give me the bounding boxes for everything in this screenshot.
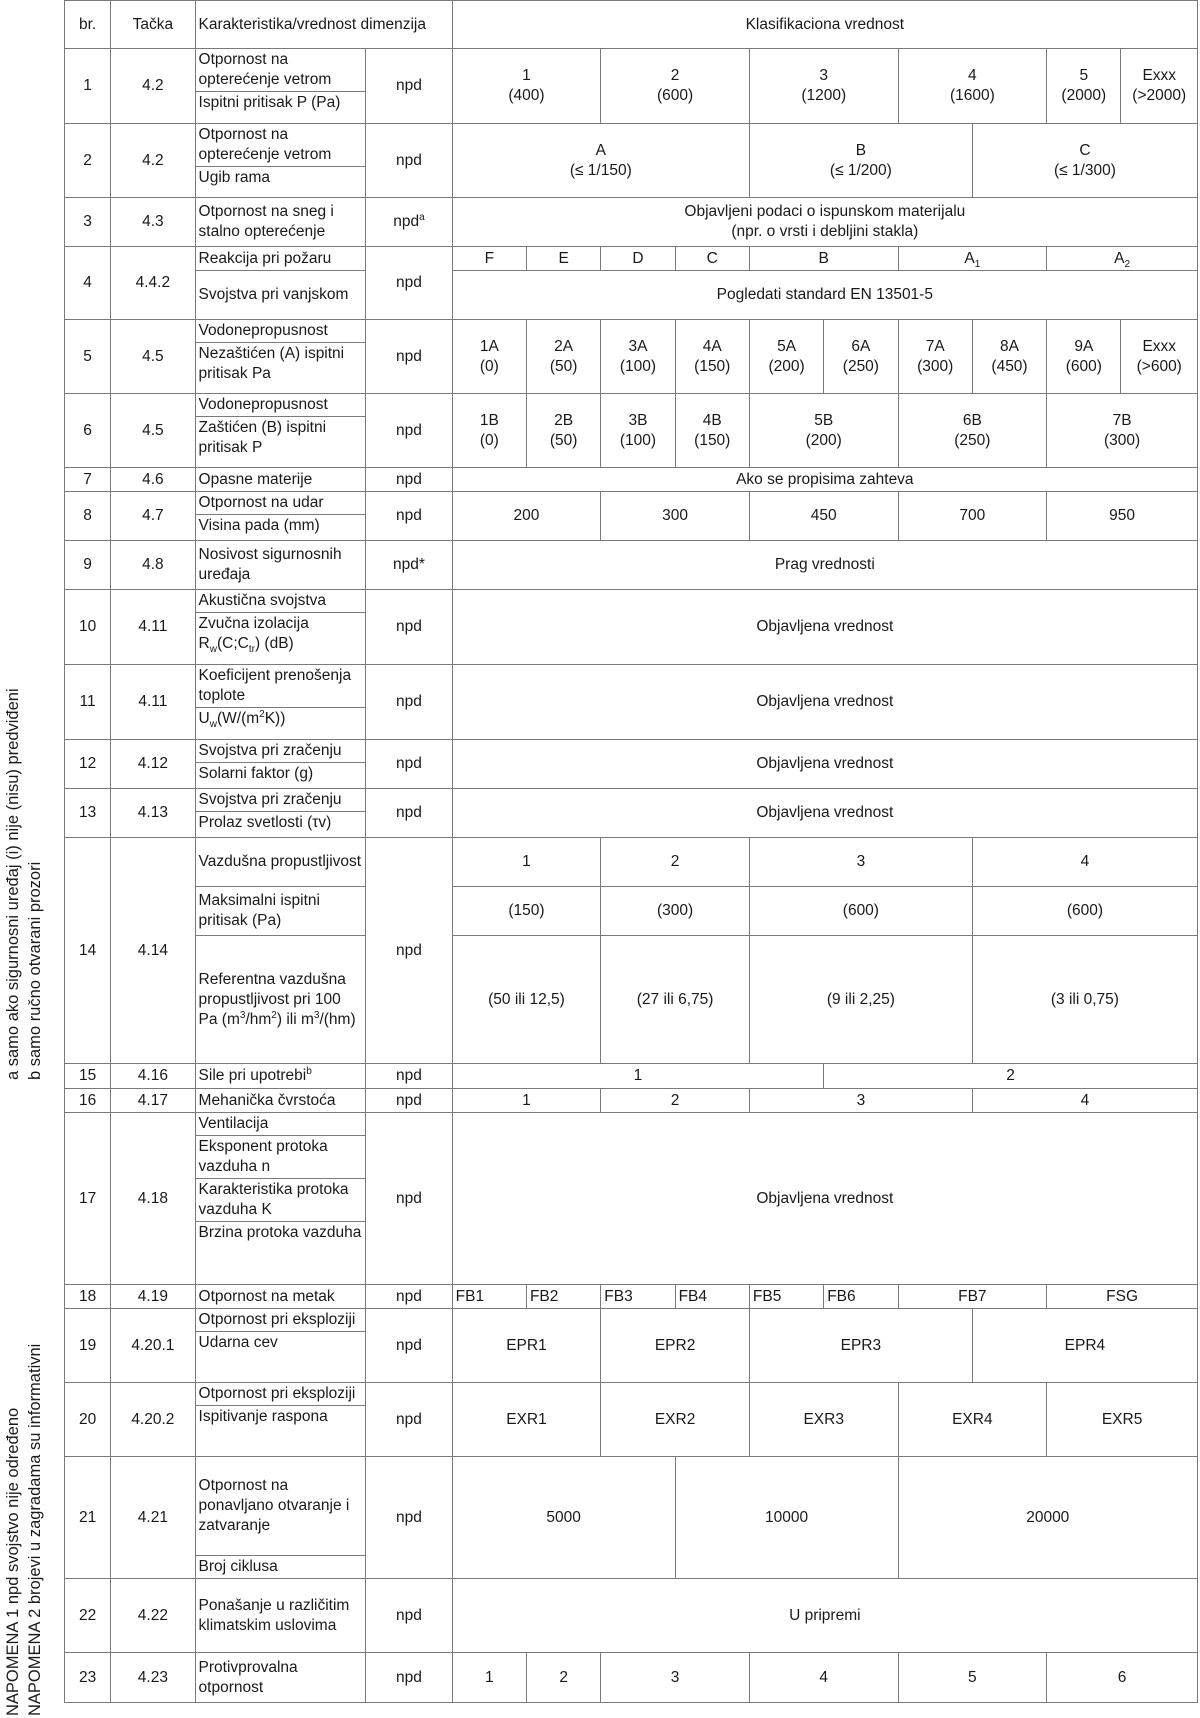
row-clause: 4.11 bbox=[111, 665, 195, 740]
class-cell: 4 bbox=[972, 1089, 1197, 1113]
row-number: 6 bbox=[65, 394, 111, 468]
class-cell: Exxx (>2000) bbox=[1121, 49, 1198, 124]
class-cell: 1 (400) bbox=[452, 49, 601, 124]
class-cell: (3 ili 0,75) bbox=[972, 936, 1197, 1064]
row-clause: 4.8 bbox=[111, 541, 195, 590]
class-cell: (150) bbox=[452, 887, 601, 936]
class-cell: (50 ili 12,5) bbox=[452, 936, 601, 1064]
row-number: 10 bbox=[65, 590, 111, 665]
header-karakteristika: Karakteristika/vrednost dimenzija bbox=[195, 1, 452, 49]
row-clause: 4.7 bbox=[111, 492, 195, 541]
header-row bbox=[65, 1, 1198, 49]
table-row bbox=[65, 541, 1198, 590]
row-npd: npd bbox=[366, 1579, 452, 1653]
class-cell: 4 bbox=[749, 1653, 898, 1703]
class-cell: FB6 bbox=[824, 1285, 898, 1309]
class-cell: (9 ili 2,25) bbox=[749, 936, 972, 1064]
class-cell: Objavljena vrednost bbox=[452, 740, 1197, 789]
row-clause: 4.21 bbox=[111, 1457, 195, 1579]
class-cell: C (≤ 1/300) bbox=[972, 124, 1197, 198]
row-characteristic: Otpornost na metak bbox=[195, 1285, 366, 1309]
class-cell: 5B (200) bbox=[749, 394, 898, 468]
class-cell: Exxx (>600) bbox=[1121, 320, 1198, 394]
class-cell: EPR2 bbox=[601, 1309, 750, 1383]
class-cell: Objavljena vrednost bbox=[452, 665, 1197, 740]
class-cell: EXR1 bbox=[452, 1383, 601, 1457]
side-notes bbox=[0, 0, 60, 1718]
class-cell: Prag vrednosti bbox=[452, 541, 1197, 590]
class-cell: 3 bbox=[749, 1089, 972, 1113]
classification-table bbox=[64, 0, 1198, 1703]
table-row bbox=[65, 492, 1198, 541]
class-cell: 4 (1600) bbox=[898, 49, 1047, 124]
class-cell: FB3 bbox=[601, 1285, 675, 1309]
row-number: 11 bbox=[65, 665, 111, 740]
class-cell: 4B (150) bbox=[675, 394, 749, 468]
class-cell: (600) bbox=[749, 887, 972, 936]
note-1: NAPOMENA 1 npd svojstvo nije određeno bbox=[4, 1407, 22, 1716]
table-row bbox=[65, 49, 1198, 124]
row-npd: npd bbox=[366, 49, 452, 124]
class-cell: 10000 bbox=[675, 1457, 898, 1579]
row-npd: npd$^a$ bbox=[366, 198, 452, 247]
class-cell: 3B (100) bbox=[601, 394, 675, 468]
table-row bbox=[65, 1089, 1198, 1113]
class-cell: 3A (100) bbox=[601, 320, 675, 394]
class-cell: 1 bbox=[452, 838, 601, 887]
note-b: b samo ručno otvarani prozori bbox=[26, 861, 44, 1080]
class-cell: A (≤ 1/150) bbox=[452, 124, 749, 198]
row-number: 1 bbox=[65, 49, 111, 124]
header-tacka: Tačka bbox=[111, 1, 195, 49]
table-row bbox=[65, 1064, 1198, 1089]
row-npd: npd bbox=[366, 492, 452, 541]
row-npd: npd bbox=[366, 1309, 452, 1383]
class-cell: 1 bbox=[452, 1064, 824, 1089]
table-row bbox=[65, 1285, 1198, 1309]
table-row bbox=[65, 789, 1198, 838]
table-row bbox=[65, 838, 1198, 887]
row-characteristic: Ventilacija Eksponent protoka vazduha n Karakteristika protoka vazduha K Brzina protoka vazduha bbox=[195, 1113, 366, 1285]
class-cell: FB1 bbox=[452, 1285, 526, 1309]
class-cell: C bbox=[675, 247, 749, 271]
class-cell: 200 bbox=[452, 492, 601, 541]
row-number: 23 bbox=[65, 1653, 111, 1703]
row-characteristic: Vazdušna propustljivost bbox=[195, 838, 366, 887]
row-characteristic: Svojstva pri zračenju Prolaz svetlosti (τv) bbox=[195, 789, 366, 838]
row-characteristic: Maksimalni ispitni pritisak (Pa) bbox=[195, 887, 366, 936]
row-number: 20 bbox=[65, 1383, 111, 1457]
class-cell: FB7 bbox=[898, 1285, 1047, 1309]
row-number: 17 bbox=[65, 1113, 111, 1285]
row-number: 9 bbox=[65, 541, 111, 590]
class-cell: EXR2 bbox=[601, 1383, 750, 1457]
row-clause: 4.18 bbox=[111, 1113, 195, 1285]
row-npd: npd bbox=[366, 247, 452, 320]
class-cell: 9A (600) bbox=[1047, 320, 1121, 394]
row-clause: 4.19 bbox=[111, 1285, 195, 1309]
class-cell: 4A (150) bbox=[675, 320, 749, 394]
table-row bbox=[65, 1457, 1198, 1579]
class-cell: Objavljeni podaci o ispunskom materijalu (npr. o vrsti i debljini stakla) bbox=[452, 198, 1197, 247]
class-cell: Ako se propisima zahteva bbox=[452, 468, 1197, 492]
row-clause: 4.3 bbox=[111, 198, 195, 247]
class-cell: 5A (200) bbox=[749, 320, 823, 394]
row-number: 4 bbox=[65, 247, 111, 320]
class-cell: 7A (300) bbox=[898, 320, 972, 394]
class-cell: 5 bbox=[898, 1653, 1047, 1703]
class-cell: 6B (250) bbox=[898, 394, 1047, 468]
row-npd: npd bbox=[366, 124, 452, 198]
row-characteristic: Mehanička čvrstoća bbox=[195, 1089, 366, 1113]
class-cell: 2 bbox=[601, 1089, 750, 1113]
table-row bbox=[65, 1113, 1198, 1285]
table-row bbox=[65, 887, 1198, 936]
class-cell: 3 bbox=[601, 1653, 750, 1703]
row-npd: npd bbox=[366, 838, 452, 1064]
class-cell: EXR5 bbox=[1047, 1383, 1198, 1457]
row-characteristic: Otpornost na opterećenje vetrom Ispitni pritisak P (Pa) bbox=[195, 49, 366, 124]
row-npd: npd bbox=[366, 468, 452, 492]
row-npd: npd bbox=[366, 394, 452, 468]
row-npd: npd bbox=[366, 789, 452, 838]
row-characteristic: Otpornost pri eksploziji Ispitivanje raspona bbox=[195, 1383, 366, 1457]
class-cell: FB2 bbox=[526, 1285, 600, 1309]
row-characteristic: Ponašanje u različitim klimatskim uslovima bbox=[195, 1579, 366, 1653]
row-npd: npd bbox=[366, 1653, 452, 1703]
row-clause: 4.5 bbox=[111, 320, 195, 394]
table-row bbox=[65, 1383, 1198, 1457]
class-cell: FB4 bbox=[675, 1285, 749, 1309]
table-row bbox=[65, 320, 1198, 394]
note-a: a samo ako sigurnosni uređaj (i) nije (nisu) predviđeni bbox=[4, 688, 22, 1080]
class-cell: 2 bbox=[526, 1653, 600, 1703]
row-characteristic: Otpornost na ponavljano otvaranje i zatvaranje Broj ciklusa bbox=[195, 1457, 366, 1579]
row-number: 18 bbox=[65, 1285, 111, 1309]
class-cell: FSG bbox=[1047, 1285, 1198, 1309]
class-cell: U pripremi bbox=[452, 1579, 1197, 1653]
class-cell: Pogledati standard EN 13501-5 bbox=[452, 271, 1197, 320]
class-cell: $A_1$ bbox=[898, 247, 1047, 271]
row-characteristic: Vodonepropusnost Zaštićen (B) ispitni pritisak P bbox=[195, 394, 366, 468]
row-clause: 4.5 bbox=[111, 394, 195, 468]
row-characteristic: Vodonepropusnost Nezaštićen (A) ispitni pritisak Pa bbox=[195, 320, 366, 394]
table-row bbox=[65, 1309, 1198, 1383]
table-row bbox=[65, 198, 1198, 247]
class-cell: 5 (2000) bbox=[1047, 49, 1121, 124]
class-cell: (600) bbox=[972, 887, 1197, 936]
class-cell: EPR1 bbox=[452, 1309, 601, 1383]
row-clause: 4.14 bbox=[111, 838, 195, 1064]
row-number: 22 bbox=[65, 1579, 111, 1653]
row-characteristic: Nosivost sigurnosnih uređaja bbox=[195, 541, 366, 590]
class-cell: (300) bbox=[601, 887, 750, 936]
table-row bbox=[65, 590, 1198, 665]
class-cell: EXR4 bbox=[898, 1383, 1047, 1457]
row-characteristic: Sile pri upotrebi$^b$ bbox=[195, 1064, 366, 1089]
row-npd: npd bbox=[366, 1064, 452, 1089]
class-cell: EPR3 bbox=[749, 1309, 972, 1383]
row-number: 5 bbox=[65, 320, 111, 394]
class-cell: 1A (0) bbox=[452, 320, 526, 394]
table-row bbox=[65, 1579, 1198, 1653]
row-characteristic: Svojstva pri zračenju Solarni faktor (g) bbox=[195, 740, 366, 789]
row-npd: npd bbox=[366, 1113, 452, 1285]
row-npd: npd bbox=[366, 590, 452, 665]
class-cell: 7B (300) bbox=[1047, 394, 1198, 468]
row-npd: npd bbox=[366, 1089, 452, 1113]
row-characteristic: Reakcija pri požaru bbox=[195, 247, 366, 271]
row-clause: 4.20.1 bbox=[111, 1309, 195, 1383]
row-clause: 4.16 bbox=[111, 1064, 195, 1089]
table-row bbox=[65, 468, 1198, 492]
row-clause: 4.11 bbox=[111, 590, 195, 665]
class-cell: Objavljena vrednost bbox=[452, 590, 1197, 665]
class-cell: 1B (0) bbox=[452, 394, 526, 468]
row-characteristic: Otpornost na opterećenje vetrom Ugib rama bbox=[195, 124, 366, 198]
row-clause: 4.2 bbox=[111, 49, 195, 124]
row-clause: 4.12 bbox=[111, 740, 195, 789]
table-row bbox=[65, 740, 1198, 789]
class-cell: 1 bbox=[452, 1089, 601, 1113]
row-characteristic: Protivprovalna otpornost bbox=[195, 1653, 366, 1703]
row-npd: npd bbox=[366, 320, 452, 394]
class-cell: Objavljena vrednost bbox=[452, 789, 1197, 838]
table-row bbox=[65, 124, 1198, 198]
class-cell: 2B (50) bbox=[526, 394, 600, 468]
class-cell: 450 bbox=[749, 492, 898, 541]
class-cell: EPR4 bbox=[972, 1309, 1197, 1383]
row-npd: npd bbox=[366, 740, 452, 789]
table-row bbox=[65, 936, 1198, 1064]
class-cell: F bbox=[452, 247, 526, 271]
row-number: 2 bbox=[65, 124, 111, 198]
row-number: 14 bbox=[65, 838, 111, 1064]
class-cell: 6A (250) bbox=[824, 320, 898, 394]
class-cell: E bbox=[526, 247, 600, 271]
row-characteristic: Akustična svojstva Zvučna izolacija $R_w(C;C_{tr})$ (dB) bbox=[195, 590, 366, 665]
class-cell: 2 bbox=[601, 838, 750, 887]
class-cell: 950 bbox=[1047, 492, 1198, 541]
class-cell: 300 bbox=[601, 492, 750, 541]
class-cell: D bbox=[601, 247, 675, 271]
row-clause: 4.17 bbox=[111, 1089, 195, 1113]
row-number: 15 bbox=[65, 1064, 111, 1089]
class-cell: 1 bbox=[452, 1653, 526, 1703]
row-number: 8 bbox=[65, 492, 111, 541]
note-2: NAPOMENA 2 brojevi u zagradama su informativni bbox=[26, 1343, 44, 1716]
row-clause: 4.6 bbox=[111, 468, 195, 492]
row-characteristic: Otpornost na sneg i stalno opterećenje bbox=[195, 198, 366, 247]
row-clause: 4.13 bbox=[111, 789, 195, 838]
class-cell: FB5 bbox=[749, 1285, 823, 1309]
class-cell: 3 bbox=[749, 838, 972, 887]
class-cell: 8A (450) bbox=[972, 320, 1046, 394]
row-number: 13 bbox=[65, 789, 111, 838]
row-number: 21 bbox=[65, 1457, 111, 1579]
row-clause: 4.20.2 bbox=[111, 1383, 195, 1457]
header-br: br. bbox=[65, 1, 111, 49]
class-cell: (27 ili 6,75) bbox=[601, 936, 750, 1064]
class-cell: 700 bbox=[898, 492, 1047, 541]
table-row bbox=[65, 394, 1198, 468]
class-cell: 20000 bbox=[898, 1457, 1197, 1579]
table-row bbox=[65, 247, 1198, 271]
table-row bbox=[65, 665, 1198, 740]
row-npd: npd bbox=[366, 1457, 452, 1579]
row-number: 7 bbox=[65, 468, 111, 492]
row-number: 16 bbox=[65, 1089, 111, 1113]
class-cell: 2 (600) bbox=[601, 49, 750, 124]
row-characteristic: Otpornost pri eksploziji Udarna cev bbox=[195, 1309, 366, 1383]
row-clause: 4.2 bbox=[111, 124, 195, 198]
class-cell: 3 (1200) bbox=[749, 49, 898, 124]
row-characteristic: Svojstva pri vanjskom bbox=[195, 271, 366, 320]
row-clause: 4.4.2 bbox=[111, 247, 195, 320]
row-clause: 4.23 bbox=[111, 1653, 195, 1703]
class-cell: 6 bbox=[1047, 1653, 1198, 1703]
row-characteristic: Koeficijent prenošenja toplote $U_w(W/(m^2K))$ bbox=[195, 665, 366, 740]
class-cell: 2A (50) bbox=[526, 320, 600, 394]
row-npd: npd bbox=[366, 1285, 452, 1309]
class-cell: $A_2$ bbox=[1047, 247, 1198, 271]
class-cell: Objavljena vrednost bbox=[452, 1113, 1197, 1285]
class-cell: B bbox=[749, 247, 898, 271]
header-klasifikacija: Klasifikaciona vrednost bbox=[452, 1, 1197, 49]
row-number: 3 bbox=[65, 198, 111, 247]
row-number: 19 bbox=[65, 1309, 111, 1383]
row-characteristic: Opasne materije bbox=[195, 468, 366, 492]
class-cell: 2 bbox=[824, 1064, 1198, 1089]
row-characteristic: Otpornost na udar Visina pada (mm) bbox=[195, 492, 366, 541]
table-row bbox=[65, 271, 1198, 320]
row-npd: npd bbox=[366, 665, 452, 740]
class-cell: EXR3 bbox=[749, 1383, 898, 1457]
row-npd: npd* bbox=[366, 541, 452, 590]
class-cell: B (≤ 1/200) bbox=[749, 124, 972, 198]
row-npd: npd bbox=[366, 1383, 452, 1457]
row-clause: 4.22 bbox=[111, 1579, 195, 1653]
class-cell: 5000 bbox=[452, 1457, 675, 1579]
table-row bbox=[65, 1653, 1198, 1703]
row-number: 12 bbox=[65, 740, 111, 789]
class-cell: 4 bbox=[972, 838, 1197, 887]
row-characteristic: Referentna vazdušna propustljivost pri 100 Pa $(m^3/hm^2)$ ili $m^3/(hm)$ bbox=[195, 936, 366, 1064]
